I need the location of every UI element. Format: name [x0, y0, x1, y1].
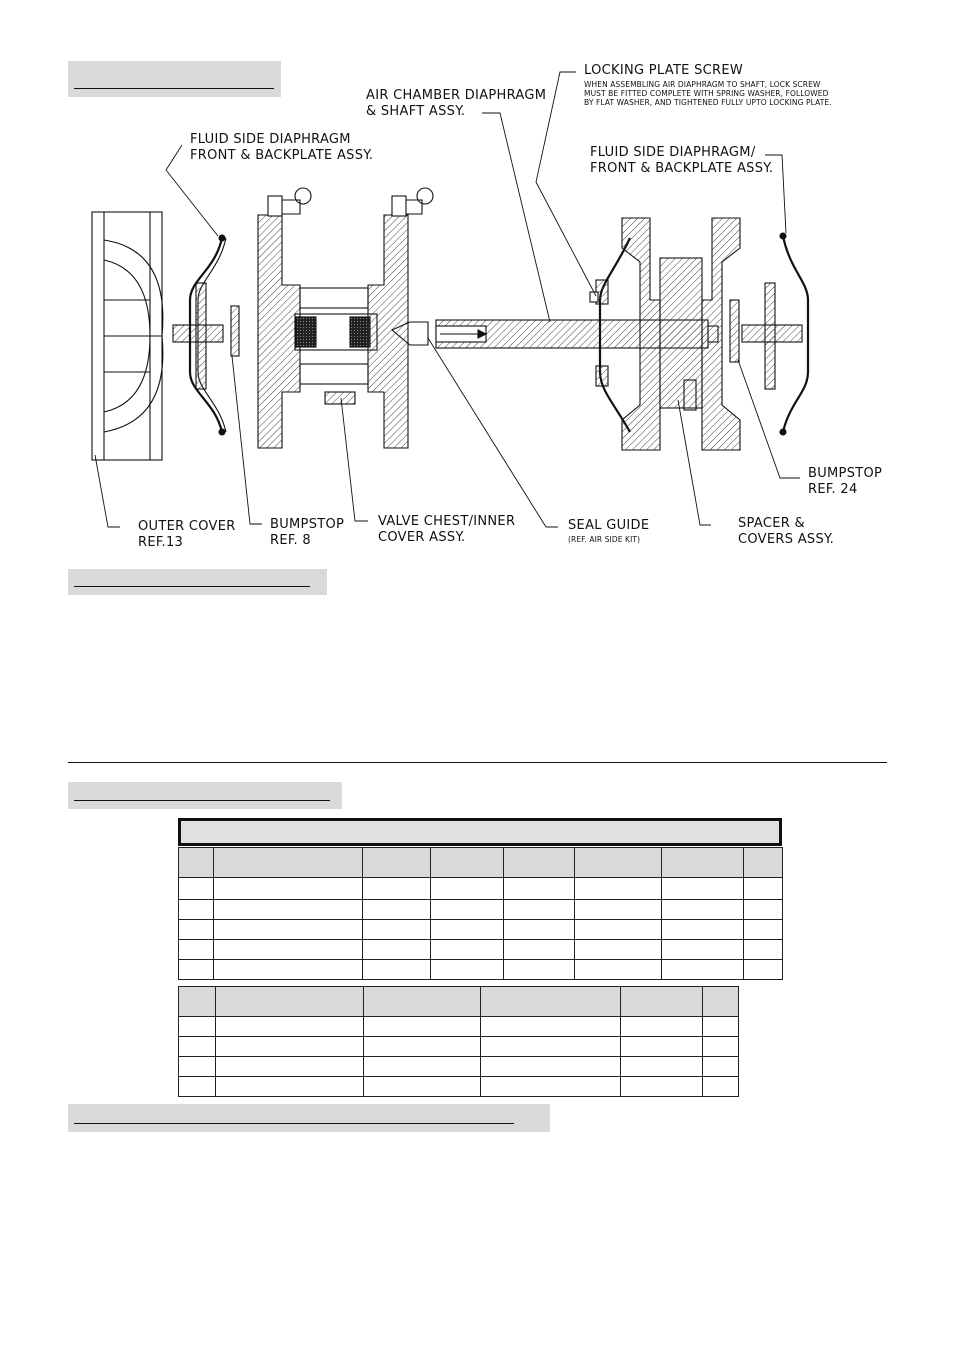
table-row	[179, 1037, 739, 1057]
parts-table-1	[178, 847, 783, 980]
table-row	[179, 1017, 739, 1037]
bumpstop-8-part	[231, 306, 239, 356]
fluid-diaphragm-left	[173, 235, 226, 435]
table-2-header-row	[179, 987, 739, 1017]
label-spacer-covers: SPACER & COVERS ASSY.	[738, 516, 835, 547]
label-locking-plate: LOCKING PLATE SCREW	[584, 63, 744, 78]
table-row	[179, 920, 783, 940]
label-seal-guide-ref: (REF. AIR SIDE KIT)	[568, 535, 641, 544]
valve-chest-part	[258, 188, 433, 448]
label-bumpstop-8: BUMPSTOP REF. 8	[270, 517, 345, 548]
table-row	[179, 878, 783, 900]
table-row	[179, 940, 783, 960]
fluid-diaphragm-right	[742, 233, 808, 435]
section-heading-3	[68, 782, 342, 809]
label-valve-chest: VALVE CHEST/INNER COVER ASSY.	[378, 514, 516, 545]
label-outer-cover: OUTER COVER REF.13	[138, 519, 236, 550]
table-row	[179, 900, 783, 920]
table-1-header-row	[179, 848, 783, 878]
section-heading-2	[68, 569, 327, 595]
label-bumpstop-24: BUMPSTOP REF. 24	[808, 466, 883, 497]
table-1-title-bar	[178, 818, 782, 846]
horizontal-divider	[68, 762, 887, 763]
table-row	[179, 960, 783, 980]
label-locking-note: WHEN ASSEMBLING AIR DIAPHRAGM TO SHAFT, LOCK SCREW MUST BE FITTED COMPLETE WITH SPRING WASHER, FOLLOWED BY FLAT WASHER, AND TIGHTENED FULLY UPTO LOCKING PLATE.	[584, 80, 832, 107]
label-seal-guide: SEAL GUIDE	[568, 518, 650, 533]
table-row	[179, 1077, 739, 1097]
parts-table-2	[178, 986, 739, 1097]
label-air-chamber: AIR CHAMBER DIAPHRAGM & SHAFT ASSY.	[366, 88, 547, 119]
table-row	[179, 1057, 739, 1077]
bumpstop-24-part	[730, 300, 739, 362]
section-heading-4	[68, 1104, 550, 1132]
label-fluid-side-right: FLUID SIDE DIAPHRAGM/ FRONT & BACKPLATE ASSY.	[590, 145, 774, 176]
outer-cover-part	[92, 212, 163, 460]
label-fluid-side-left: FLUID SIDE DIAPHRAGM FRONT & BACKPLATE ASSY.	[190, 132, 374, 163]
